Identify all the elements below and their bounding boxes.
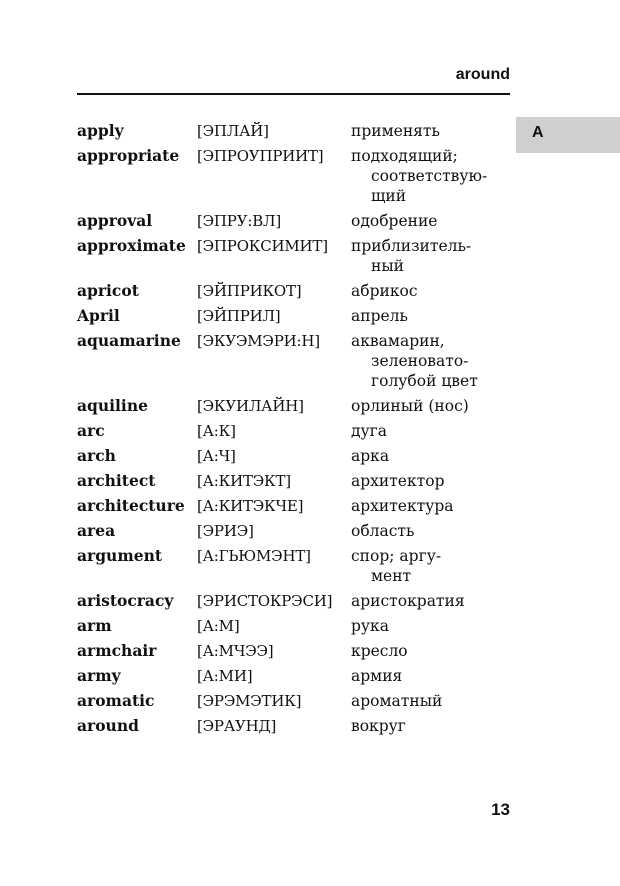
entry-meaning xyxy=(351,616,501,636)
dictionary-entry xyxy=(77,421,517,441)
dictionary-entry xyxy=(77,236,517,276)
entry-transcription: [ЭПРУ:ВЛ] xyxy=(197,212,281,230)
alphabet-tab-letter: A xyxy=(532,124,544,141)
entry-meaning-line: арка xyxy=(351,447,390,465)
entry-meaning xyxy=(351,471,501,491)
dictionary-entry xyxy=(77,331,517,391)
dictionary-entry xyxy=(77,396,517,416)
entry-meaning xyxy=(351,281,501,301)
entry-transcription: [А:МИ] xyxy=(197,667,253,685)
entry-meaning-line: спор; аргу- xyxy=(351,547,442,565)
entry-meaning-line: аквамарин, xyxy=(351,332,445,350)
entry-meaning-line: соответствую- xyxy=(371,167,488,185)
entry-word: approximate xyxy=(77,236,186,255)
entry-word: arm xyxy=(77,616,112,635)
dictionary-entry-list xyxy=(77,121,517,741)
entry-transcription: [ЭРЭМЭТИК] xyxy=(197,692,302,710)
entry-meaning xyxy=(351,331,501,391)
dictionary-entry xyxy=(77,616,517,636)
entry-meaning-line: ный xyxy=(371,257,404,275)
entry-word: around xyxy=(77,716,139,735)
entry-word: argument xyxy=(77,546,163,565)
entry-meaning-line: голубой цвет xyxy=(371,372,478,390)
entry-meaning xyxy=(351,666,501,686)
entry-word: area xyxy=(77,521,116,540)
dictionary-entry xyxy=(77,306,517,326)
dictionary-entry xyxy=(77,446,517,466)
entry-meaning-line: архитектура xyxy=(351,497,454,515)
entry-word: apply xyxy=(77,121,124,140)
entry-transcription: [А:КИТЭКТ] xyxy=(197,472,291,490)
entry-word: armchair xyxy=(77,641,157,660)
entry-transcription: [А:К] xyxy=(197,422,236,440)
entry-meaning-line: мент xyxy=(371,567,412,585)
entry-word: aquamarine xyxy=(77,331,181,350)
entry-meaning-line: одобрение xyxy=(351,212,438,230)
entry-meaning-line: щий xyxy=(371,187,407,205)
entry-word: army xyxy=(77,666,121,685)
dictionary-entry xyxy=(77,146,517,206)
entry-word: April xyxy=(77,306,120,325)
entry-meaning xyxy=(351,496,501,516)
entry-transcription: [А:КИТЭКЧЕ] xyxy=(197,497,304,515)
entry-transcription: [ЭПРОКСИМИТ] xyxy=(197,237,328,255)
entry-meaning-line: область xyxy=(351,522,415,540)
dictionary-entry xyxy=(77,546,517,586)
entry-transcription: [А:Ч] xyxy=(197,447,236,465)
entry-word: architect xyxy=(77,471,156,490)
entry-meaning-line: аристократия xyxy=(351,592,465,610)
dictionary-entry xyxy=(77,641,517,661)
entry-word: apricot xyxy=(77,281,139,300)
dictionary-entry xyxy=(77,691,517,711)
page-number: 13 xyxy=(491,800,510,819)
entry-meaning xyxy=(351,641,501,661)
entry-meaning-line: приблизитель- xyxy=(351,237,472,255)
entry-meaning xyxy=(351,691,501,711)
entry-meaning xyxy=(351,421,501,441)
entry-transcription: [ЭРАУНД] xyxy=(197,717,277,735)
entry-transcription: [А:М] xyxy=(197,617,240,635)
entry-meaning-line: подходящий; xyxy=(351,147,458,165)
entry-word: aquiline xyxy=(77,396,148,415)
entry-word: arch xyxy=(77,446,116,465)
entry-meaning-line: армия xyxy=(351,667,403,685)
entry-meaning xyxy=(351,306,501,326)
entry-meaning-line: архитектор xyxy=(351,472,445,490)
dictionary-entry xyxy=(77,666,517,686)
entry-meaning-line: дуга xyxy=(351,422,388,440)
dictionary-entry xyxy=(77,496,517,516)
entry-transcription: [ЭЙПРИКОТ] xyxy=(197,282,302,300)
entry-word: appropriate xyxy=(77,146,180,165)
entry-meaning xyxy=(351,716,501,736)
entry-transcription: [ЭЙПРИЛ] xyxy=(197,307,281,325)
entry-word: approval xyxy=(77,211,153,230)
entry-meaning xyxy=(351,546,501,586)
entry-meaning xyxy=(351,236,501,276)
entry-meaning-line: применять xyxy=(351,122,440,140)
entry-meaning xyxy=(351,396,501,416)
header-divider xyxy=(77,93,510,95)
entry-meaning-line: кресло xyxy=(351,642,408,660)
entry-meaning xyxy=(351,521,501,541)
entry-meaning-line: ароматный xyxy=(351,692,443,710)
entry-meaning xyxy=(351,446,501,466)
entry-meaning xyxy=(351,211,501,231)
entry-word: aromatic xyxy=(77,691,155,710)
entry-meaning xyxy=(351,121,501,141)
alphabet-tab xyxy=(516,117,620,153)
dictionary-entry xyxy=(77,521,517,541)
entry-transcription: [ЭКУЭМЭРИ:Н] xyxy=(197,332,320,350)
entry-word: arc xyxy=(77,421,105,440)
entry-transcription: [ЭРИЭ] xyxy=(197,522,254,540)
dictionary-entry xyxy=(77,211,517,231)
dictionary-entry xyxy=(77,471,517,491)
entry-word: architecture xyxy=(77,496,185,515)
entry-transcription: [А:МЧЭЭ] xyxy=(197,642,274,660)
entry-meaning xyxy=(351,591,501,611)
entry-meaning-line: апрель xyxy=(351,307,408,325)
running-header-word: around xyxy=(455,66,510,83)
entry-meaning-line: орлиный (нос) xyxy=(351,397,469,415)
dictionary-entry xyxy=(77,281,517,301)
entry-transcription: [А:ГЬЮМЭНТ] xyxy=(197,547,311,565)
entry-transcription: [ЭРИСТОКРЭСИ] xyxy=(197,592,333,610)
entry-meaning-line: зеленовато- xyxy=(371,352,469,370)
entry-meaning-line: вокруг xyxy=(351,717,406,735)
entry-transcription: [ЭПЛАЙ] xyxy=(197,122,269,140)
dictionary-entry xyxy=(77,716,517,736)
entry-meaning-line: абрикос xyxy=(351,282,418,300)
entry-transcription: [ЭКУИЛАЙН] xyxy=(197,397,304,415)
entry-meaning xyxy=(351,146,501,206)
entry-meaning-line: рука xyxy=(351,617,389,635)
dictionary-entry xyxy=(77,591,517,611)
entry-transcription: [ЭПРОУПРИИТ] xyxy=(197,147,324,165)
dictionary-entry xyxy=(77,121,517,141)
entry-word: aristocracy xyxy=(77,591,174,610)
